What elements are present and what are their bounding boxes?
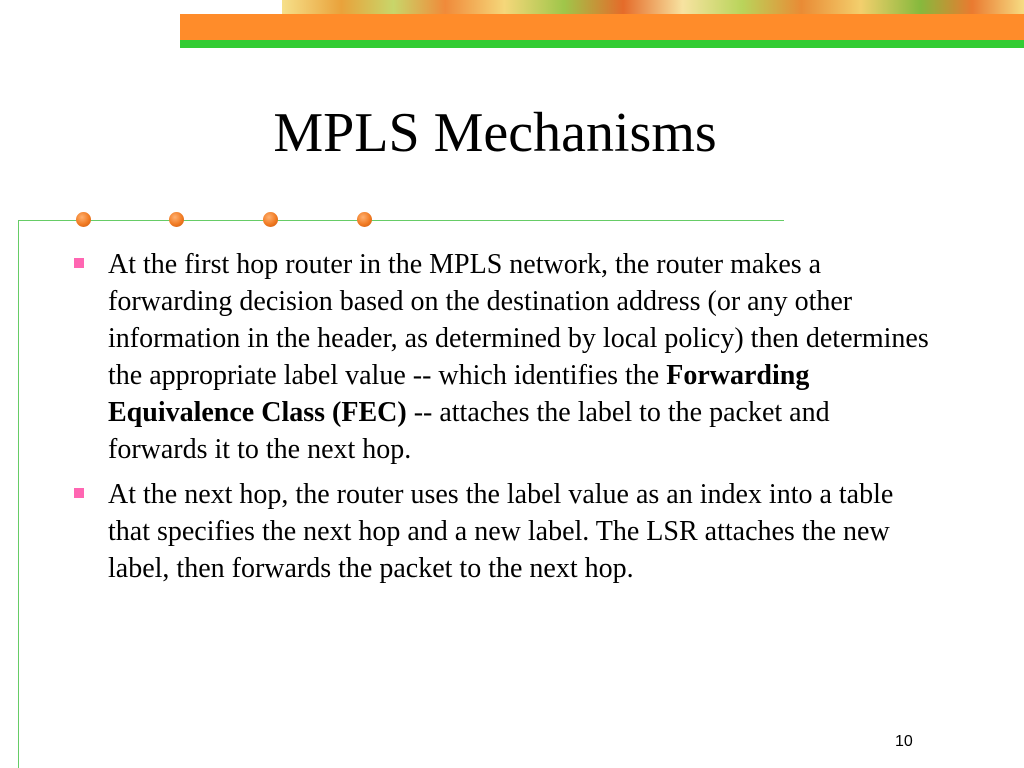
bullet-text: At the next hop, the router uses the label value as an index into a table that specifies the next hop and a new label. The LSR attaches the new label, then forwards the packet to the next hop. (108, 479, 894, 584)
decorative-dot-icon (169, 212, 184, 227)
decorative-flower-strip (282, 0, 1024, 14)
square-bullet-icon (74, 488, 84, 498)
horizontal-divider (18, 220, 784, 221)
bullet-text-part: -- attaches the label to the packet and forwards it to the next hop. (108, 397, 830, 465)
decorative-dot-icon (263, 212, 278, 227)
orange-banner-bar (180, 14, 1024, 40)
green-banner-bar (180, 40, 1024, 48)
bullet-text-part: At the first hop router in the MPLS network, the router makes a forwarding decision based on the destination address (or any other information in the header, as determined by local policy) then determines the appropriate label value -- which identifies the (108, 249, 929, 391)
bullet-list (70, 246, 930, 595)
bullet-text-bold-term: Forwarding Equivalence Class (FEC) (108, 360, 810, 428)
header-banner (180, 0, 1024, 50)
decorative-dot-icon (76, 212, 91, 227)
square-bullet-icon (74, 258, 84, 268)
vertical-divider (18, 220, 19, 768)
page-number: 10 (895, 733, 913, 750)
bullet-item-first-hop (70, 246, 930, 468)
slide-title: MPLS Mechanisms (273, 102, 717, 164)
bullet-item-next-hop (70, 476, 930, 587)
decorative-dot-icon (357, 212, 372, 227)
